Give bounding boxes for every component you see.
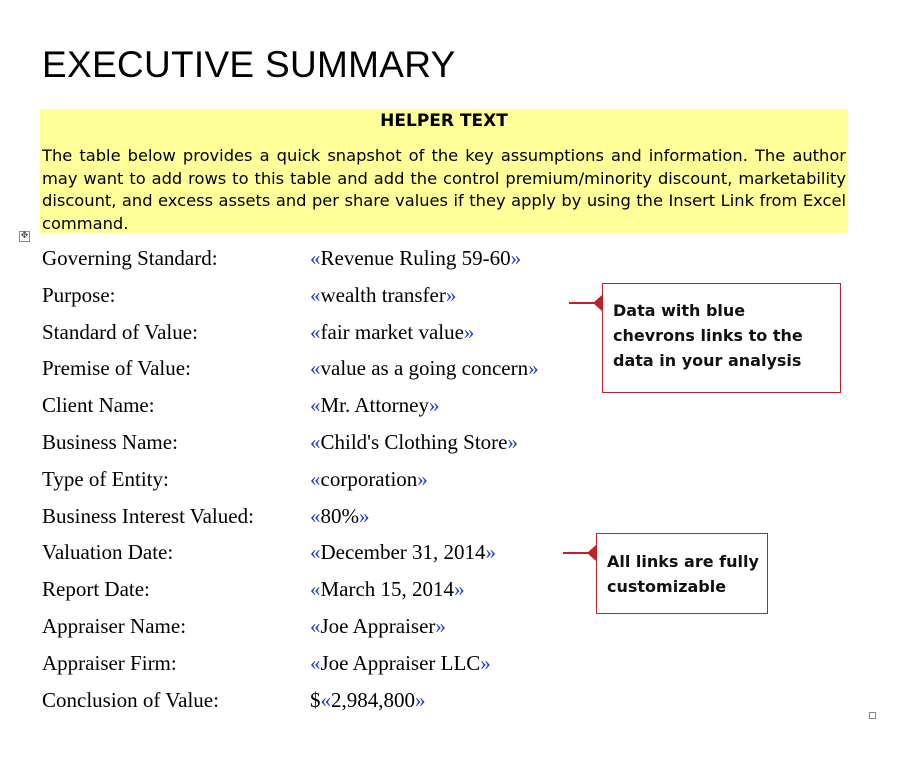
- callout-pointer-icon: [593, 295, 602, 311]
- row-value[interactable]: [310, 390, 440, 420]
- linked-value[interactable]: Joe Appraiser LLC: [320, 650, 481, 675]
- table-move-handle-icon[interactable]: ✥: [20, 231, 29, 241]
- page-title: EXECUTIVE SUMMARY: [42, 44, 456, 85]
- chevron-close-icon: »: [435, 613, 446, 638]
- row-label: Business Interest Valued:: [42, 503, 254, 528]
- chevron-close-icon: »: [359, 503, 370, 528]
- row-value[interactable]: [310, 317, 474, 347]
- chevron-open-icon: «: [310, 540, 321, 565]
- row-value[interactable]: [310, 280, 456, 310]
- row-label: Appraiser Name:: [42, 613, 187, 638]
- linked-value[interactable]: value as a going concern: [320, 356, 529, 381]
- chevron-open-icon: «: [310, 393, 321, 418]
- linked-value[interactable]: fair market value: [320, 319, 464, 344]
- linked-value[interactable]: wealth transfer: [320, 282, 446, 307]
- helper-title: HELPER TEXT: [380, 111, 508, 131]
- linked-value[interactable]: Revenue Ruling 59-60: [320, 246, 511, 270]
- row-label: Business Name:: [42, 429, 178, 454]
- linked-value[interactable]: Mr. Attorney: [320, 393, 429, 418]
- row-value[interactable]: [310, 685, 426, 715]
- chevron-close-icon: »: [417, 466, 428, 491]
- row-value[interactable]: [310, 243, 521, 273]
- row-label: Standard of Value:: [42, 319, 198, 344]
- chevron-open-icon: «: [310, 429, 321, 454]
- row-value[interactable]: [310, 501, 370, 531]
- chevron-open-icon: «: [310, 466, 321, 491]
- row-label: Valuation Date:: [42, 540, 174, 565]
- callout-pointer-line: [569, 302, 595, 304]
- chevron-open-icon: «: [310, 356, 321, 381]
- chevron-open-icon: «: [310, 613, 321, 638]
- row-value[interactable]: [310, 353, 539, 383]
- chevron-open-icon: «: [310, 650, 321, 675]
- helper-body: The table below provides a quick snapshot of the key assumptions and information. The author may want to add rows to this table and add the control premium/minority discount, marketability discount, and excess assets and per share values if they apply by using the Insert Link from Excel command.: [42, 146, 846, 233]
- linked-value[interactable]: 80%: [320, 503, 359, 528]
- chevron-close-icon: »: [445, 282, 457, 307]
- table-resize-handle-icon[interactable]: [869, 712, 876, 719]
- row-label: Purpose:: [42, 282, 116, 307]
- linked-value[interactable]: December 31, 2014: [320, 540, 486, 565]
- callout-pointer-line: [563, 552, 589, 554]
- row-label: Conclusion of Value:: [42, 687, 219, 712]
- chevron-close-icon: »: [485, 540, 497, 565]
- row-value[interactable]: [310, 427, 518, 457]
- linked-value[interactable]: Joe Appraiser: [320, 613, 436, 638]
- helper-text-box: [40, 109, 848, 233]
- chevron-close-icon: »: [415, 687, 426, 712]
- linked-value[interactable]: March 15, 2014: [320, 577, 455, 602]
- chevron-close-icon: »: [528, 356, 539, 381]
- chevron-open-icon: «: [310, 282, 321, 307]
- row-value[interactable]: [310, 574, 465, 604]
- chevron-close-icon: »: [454, 577, 465, 602]
- value-prefix: $: [310, 687, 321, 712]
- row-label: Premise of Value:: [42, 356, 191, 381]
- chevron-close-icon: »: [480, 650, 491, 675]
- row-value[interactable]: [310, 537, 496, 567]
- linked-value[interactable]: Child's Clothing Store: [320, 429, 508, 454]
- row-label: Client Name:: [42, 393, 155, 418]
- linked-value[interactable]: corporation: [320, 466, 418, 491]
- chevron-close-icon: »: [463, 319, 475, 344]
- chevron-close-icon: »: [510, 246, 522, 270]
- row-label: Type of Entity:: [42, 466, 169, 491]
- row-value[interactable]: [310, 648, 491, 678]
- row-value[interactable]: [310, 611, 446, 641]
- chevron-close-icon: »: [429, 393, 440, 418]
- chevron-open-icon: «: [310, 503, 321, 528]
- callout-data-links: Data with blue chevrons links to the data in your analysis: [602, 283, 841, 393]
- row-label: Appraiser Firm:: [42, 650, 177, 675]
- row-label: Report Date:: [42, 577, 150, 602]
- callout-pointer-icon: [587, 545, 596, 561]
- chevron-open-icon: «: [310, 319, 321, 344]
- linked-value[interactable]: 2,984,800: [331, 687, 415, 712]
- callout-customizable: All links are fully customizable: [596, 533, 768, 614]
- chevron-open-icon: «: [320, 687, 331, 712]
- chevron-open-icon: «: [310, 577, 321, 602]
- row-label: Governing Standard:: [42, 246, 218, 270]
- row-value[interactable]: [310, 464, 428, 494]
- chevron-close-icon: »: [507, 429, 518, 454]
- chevron-open-icon: «: [310, 246, 321, 270]
